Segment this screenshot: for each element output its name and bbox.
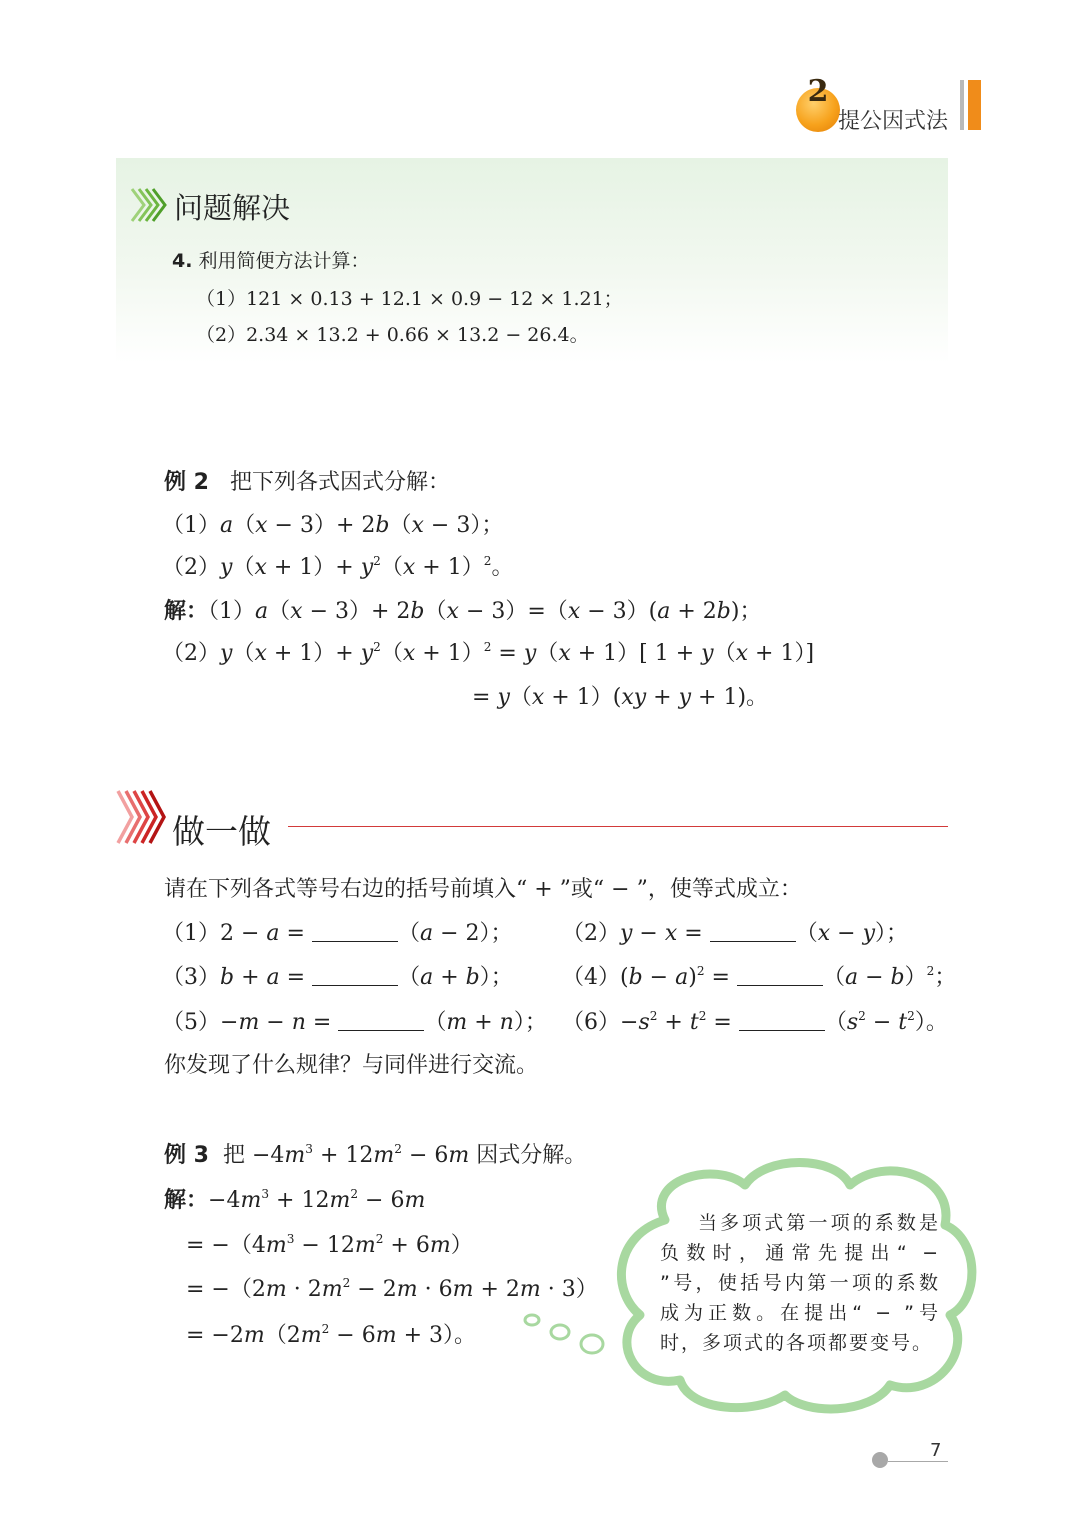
answer-blank xyxy=(710,923,796,942)
activity-question: 你发现了什么规律？与同伴进行交流。 xyxy=(164,1053,539,1078)
exercise-2: （2）y − x = （x − y）； xyxy=(562,921,909,946)
solution-label: 解： xyxy=(164,599,209,624)
problem-text: 利用简便方法计算： xyxy=(198,250,370,272)
thought-bubble-dots xyxy=(520,1308,610,1358)
example-3-solution-line-1: 解：$-4m^3 + 12m^2 - 6m$ xyxy=(164,1186,426,1213)
exercise-4: $(4)(b - a)^2 = (a - b)^2$； xyxy=(562,963,957,990)
answer-blank xyxy=(737,967,823,986)
example-3-prompt: 因式分解。 xyxy=(476,1143,587,1168)
header-bar-orange xyxy=(968,80,981,130)
exercise-3: （3）b + a = （a + b）； xyxy=(162,965,513,990)
tip-text: 当多项式第一项的系数是负数时，通常先提出“ − ”号，使括号内第一项的系数成为正数。在提出“ − ”号时，多项式的各项都要变号。 xyxy=(660,1212,940,1354)
example-2-solution-2b: = y（x + 1）(xy + y + 1)。 xyxy=(472,685,769,710)
problem-item-1: （1）121 × 0.13 + 12.1 × 0.9 − 12 × 1.21； xyxy=(196,288,623,310)
header-bar-gray xyxy=(960,80,964,130)
example-2-prompt: 把下列各式因式分解： xyxy=(229,470,450,495)
answer-blank xyxy=(338,1012,424,1031)
page-number-rule xyxy=(888,1461,948,1462)
problem-item-2: （2）2.34 × 13.2 + 0.66 × 13.2 − 26.4。 xyxy=(196,324,589,346)
solution-label: 解： xyxy=(164,1188,209,1213)
example-2-item-1: （1）a（x − 3）+ 2b（x − 3）； xyxy=(162,513,504,538)
exercise-6: $(6)-s^2 + t^2 = (s^2 - t^2)$。 xyxy=(562,1008,948,1035)
activity-instruction: 请在下列各式等号右边的括号前填入“ + ”或“ − ”，使等式成立： xyxy=(164,877,802,902)
example-3-label: 例 3 xyxy=(164,1143,209,1168)
example-2-item-2: $(2)y(x + 1)+ y^2(x + 1)^2$。 xyxy=(162,553,514,580)
example-2-solution-1: 解：（1）a（x − 3）+ 2b（x − 3）=（x − 3）(a + 2b)； xyxy=(164,599,762,624)
answer-blank xyxy=(312,923,398,942)
example-3-heading: 例 3 把 $-4m^3 + 12m^2 - 6m$ 因式分解。 xyxy=(164,1141,587,1168)
page-number: 7 xyxy=(930,1440,942,1461)
activity-title: 做一做 xyxy=(172,812,271,851)
example-3-solution-line-2: = $-(4m^3 - 12m^2 + 6m)$ xyxy=(186,1231,473,1258)
red-chevron-icon xyxy=(116,788,168,846)
example-3-solution-line-4: = $-2m(2m^2 - 6m + 3)$。 xyxy=(186,1321,477,1348)
answer-blank xyxy=(739,1012,825,1031)
section-title: 提公因式法 xyxy=(838,109,949,134)
problem-box-title: 问题解决 xyxy=(174,191,291,225)
section-number-badge: 2 xyxy=(796,88,840,132)
green-chevron-icon xyxy=(130,187,168,223)
page-number-dot xyxy=(872,1452,888,1468)
exercise-5: （5）−m − n = （m + n）； xyxy=(162,1010,547,1035)
exercise-1: （1）2 − a = （a − 2）； xyxy=(162,921,513,946)
example-2-solution-2a: $(2)y(x + 1)+ y^2(x + 1)^2 = y(x + 1)$[ 1 + y（x + 1）] xyxy=(162,639,815,666)
example-2-heading xyxy=(164,465,450,496)
problem-4 xyxy=(172,246,370,273)
example-2-label: 例 2 xyxy=(164,470,209,495)
example-3-solution-line-3: = $-(2m \cdot 2m^2 - 2m \cdot 6m + 2m \cdot 3)$ xyxy=(186,1275,598,1302)
activity-divider xyxy=(288,826,948,827)
answer-blank xyxy=(312,967,398,986)
problem-number: 4. xyxy=(172,250,193,272)
